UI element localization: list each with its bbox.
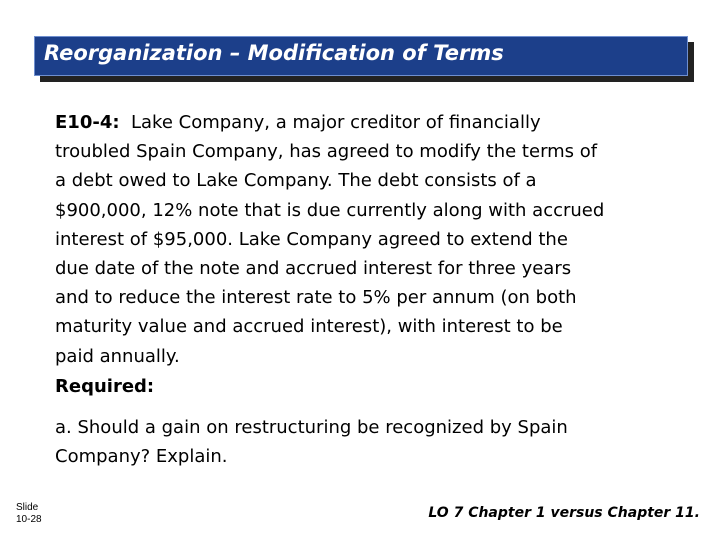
question-line-1: a. Should a gain on restructuring be recognized by Spain — [55, 417, 568, 438]
required-heading: Required: — [55, 376, 155, 397]
footer-reference: LO 7 Chapter 1 versus Chapter 11. — [428, 505, 700, 521]
slide-number — [16, 502, 42, 526]
exercise-text — [55, 108, 695, 371]
exercise-label: E10-4: — [55, 112, 120, 133]
question-line-2: Company? Explain. — [55, 446, 228, 467]
question-a — [55, 413, 695, 471]
exercise-line-4: $900,000, 12% note that is due currently along with accrued — [55, 199, 605, 221]
slide-title: Reorganization – Modification of Terms — [44, 41, 504, 65]
exercise-line-7: and to reduce the interest rate to 5% per annum (on both — [55, 287, 577, 309]
exercise-line-6: due date of the note and accrued interest for three years — [55, 258, 572, 280]
slide-label: Slide — [16, 502, 39, 513]
exercise-line-3: a debt owed to Lake Company. The debt consists of a — [55, 170, 537, 192]
exercise-line-9: paid annually. — [55, 345, 180, 367]
exercise-line-1 — [55, 108, 695, 137]
slide-number-value: 10-28 — [16, 514, 42, 525]
exercise-line-2: troubled Spain Company, has agreed to modify the terms of — [55, 141, 598, 163]
exercise-line-8: maturity value and accrued interest), with interest to be — [55, 316, 563, 338]
title-bar — [34, 36, 688, 76]
exercise-line-1-text: Lake Company, a major creditor of financially — [131, 112, 541, 133]
exercise-line-5: interest of $95,000. Lake Company agreed to extend the — [55, 228, 568, 250]
